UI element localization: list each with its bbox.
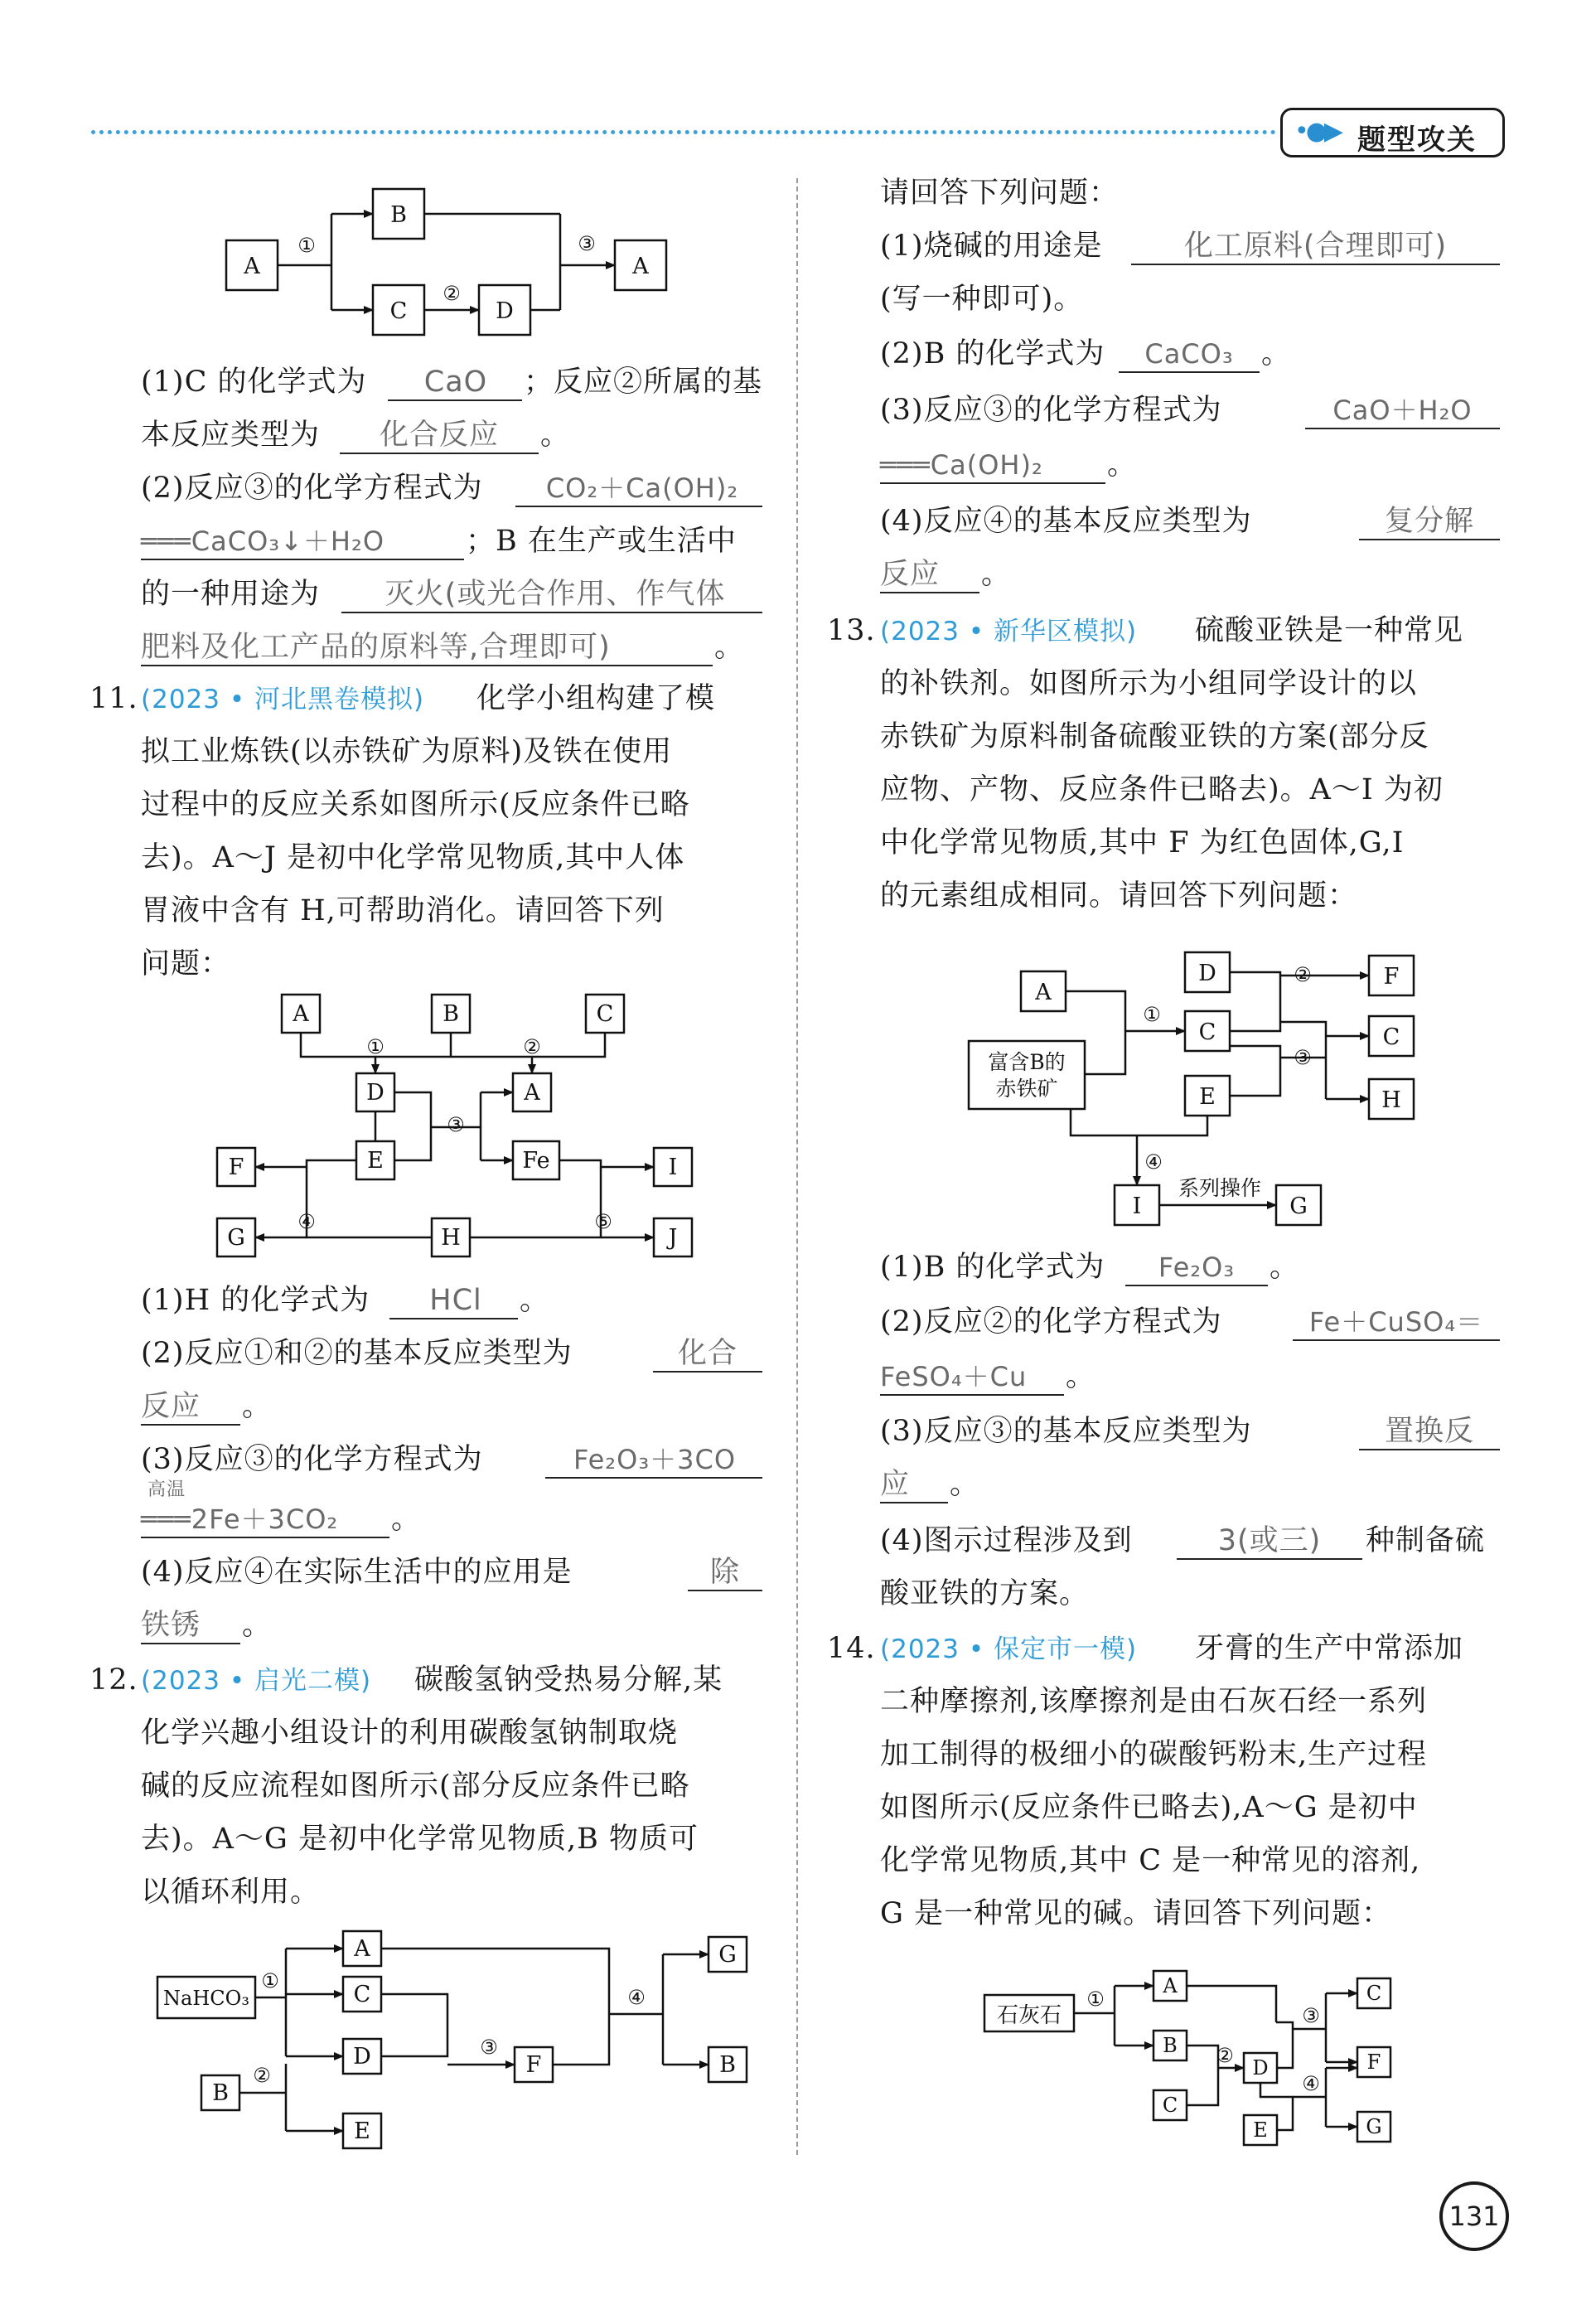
answer: CaO＋H₂O bbox=[1332, 395, 1473, 426]
reaction-label: ③ bbox=[480, 2036, 498, 2059]
answer-blank bbox=[1125, 1285, 1268, 1286]
q13-line: 。 bbox=[1066, 1360, 1096, 1393]
node-label: E bbox=[354, 2118, 370, 2144]
node-label: F bbox=[228, 1155, 244, 1180]
node-label: C bbox=[1382, 1024, 1400, 1050]
node-label: 石灰石 bbox=[996, 2003, 1062, 2028]
reaction-label: ③ bbox=[578, 232, 596, 255]
answer-blank bbox=[341, 612, 762, 613]
reaction-label: ① bbox=[1086, 1988, 1105, 2011]
node-label: A bbox=[1163, 1974, 1178, 1997]
q13-line: (3)反应③的基本反应类型为 bbox=[880, 1415, 1252, 1448]
condition: 高温 bbox=[148, 1479, 186, 1500]
node-label: C bbox=[353, 1982, 371, 2007]
edge bbox=[1187, 1986, 1276, 2022]
node-label: E bbox=[1199, 1084, 1216, 1110]
q14-line: 牙膏的生产中常添加 bbox=[1195, 1632, 1464, 1665]
diagram-q11 bbox=[217, 995, 692, 1256]
answer-blank bbox=[880, 592, 979, 593]
q11-line: (4)反应④在实际生活中的应用是 bbox=[141, 1556, 573, 1589]
q10-line: (2)反应③的化学方程式为 bbox=[141, 472, 483, 505]
reaction-label: ③ bbox=[1302, 2004, 1320, 2027]
answer: ═══Ca(OH)₂ bbox=[880, 449, 1043, 481]
reaction-label: ① bbox=[1143, 1003, 1161, 1026]
q11-line: 。 bbox=[520, 1284, 550, 1317]
reaction-label: ⑤ bbox=[594, 1210, 612, 1233]
answer: Fe₂O₃ bbox=[1158, 1252, 1236, 1283]
reaction-label: ② bbox=[523, 1035, 541, 1058]
answer-blank bbox=[1177, 1558, 1362, 1560]
q14-line: 如图所示(反应条件已略去),A～G 是初中 bbox=[880, 1791, 1418, 1824]
answer: 置换反 bbox=[1384, 1415, 1474, 1448]
q12-line: 。 bbox=[981, 558, 1012, 591]
q11-line: 问题： bbox=[141, 947, 231, 980]
answer: 3(或三) bbox=[1217, 1524, 1322, 1557]
q12-line: 请回答下列问题： bbox=[880, 177, 1120, 210]
node-label: 富含B的 bbox=[988, 1050, 1066, 1074]
node-label: Fe bbox=[522, 1148, 550, 1174]
diagram-q10 bbox=[226, 189, 666, 335]
node-label: C bbox=[1198, 1019, 1216, 1045]
node-label: A bbox=[632, 254, 649, 279]
q13-line: 硫酸亚铁是一种常见 bbox=[1195, 614, 1464, 647]
q10-line bbox=[141, 365, 366, 399]
q10-line: 的一种用途为 bbox=[141, 578, 321, 611]
q10-line: 。 bbox=[714, 631, 745, 664]
q12-line: 去)。A～G 是初中化学常见物质,B 物质可 bbox=[141, 1823, 699, 1856]
q12-line: 化学兴趣小组设计的利用碳酸氢钠制取烧 bbox=[141, 1716, 679, 1750]
q11-line: 。 bbox=[242, 1390, 273, 1423]
answer: 化合反应 bbox=[379, 419, 499, 452]
answer-blank bbox=[515, 506, 762, 507]
reaction-label: ④ bbox=[297, 1210, 316, 1233]
reaction-label: ③ bbox=[447, 1113, 465, 1136]
reaction-label: ③ bbox=[1294, 1046, 1312, 1069]
answer: CaO bbox=[423, 366, 488, 399]
answer: 铁锈 bbox=[141, 1609, 201, 1642]
answer-blank bbox=[1119, 371, 1260, 373]
reaction-label: ④ bbox=[1144, 1150, 1163, 1174]
node-label: G bbox=[1289, 1193, 1308, 1219]
answer: 应 bbox=[880, 1468, 911, 1501]
reaction-label: ② bbox=[253, 2064, 271, 2087]
section-title: 题型攻关 bbox=[1357, 123, 1477, 157]
answer-blank bbox=[880, 1502, 948, 1503]
q14-line: 加工制得的极细小的碳酸钙粉末,生产过程 bbox=[880, 1738, 1428, 1771]
q12-source: (2023 • 启光二模) bbox=[141, 1666, 372, 1696]
answer-blank bbox=[141, 1643, 240, 1644]
answer-blank bbox=[880, 482, 1105, 484]
answer: ═══2Fe＋3CO₂ bbox=[141, 1503, 339, 1535]
node-label: I bbox=[1132, 1193, 1142, 1219]
answer: ═══CaCO₃↓＋H₂O bbox=[141, 525, 385, 557]
reaction-label: ② bbox=[443, 282, 461, 305]
node-label: H bbox=[441, 1225, 461, 1251]
q10-line: 。 bbox=[540, 419, 571, 452]
node-label: G bbox=[718, 1942, 737, 1968]
node-label: E bbox=[1253, 2118, 1268, 2142]
q11-line: 胃液中含有 H,可帮助消化。请回答下列 bbox=[141, 894, 665, 927]
q14-number: 14. bbox=[827, 1632, 876, 1665]
answer-blank bbox=[388, 399, 522, 401]
q13-line: 。 bbox=[1270, 1251, 1300, 1284]
diagram-q13 bbox=[969, 952, 1414, 1225]
node-label: F bbox=[525, 2052, 542, 2078]
edge bbox=[394, 1092, 431, 1160]
q13-number: 13. bbox=[827, 614, 876, 647]
edge bbox=[1276, 2022, 1293, 2068]
node-label: NaHCO₃ bbox=[163, 1987, 249, 2010]
q10-line: ；B 在生产或生活中 bbox=[466, 525, 737, 558]
q12-line: 。 bbox=[1261, 337, 1292, 370]
q13-line: 酸亚铁的方案。 bbox=[880, 1577, 1090, 1610]
node-label: D bbox=[496, 298, 514, 324]
text: (1)C 的化学式为 bbox=[141, 366, 367, 399]
q12-number: 12. bbox=[89, 1663, 138, 1697]
q11-number: 11. bbox=[89, 682, 138, 715]
q12-line: (写一种即可)。 bbox=[880, 283, 1084, 316]
answer-blank bbox=[1305, 428, 1500, 429]
node-label: B bbox=[1163, 2034, 1178, 2057]
answer-blank bbox=[141, 559, 464, 560]
edge bbox=[1230, 972, 1280, 1031]
diagram-q14 bbox=[984, 1971, 1390, 2145]
answer: HCl bbox=[429, 1284, 482, 1317]
node-label: J bbox=[668, 1225, 678, 1251]
q13-line: 种制备硫 bbox=[1366, 1524, 1486, 1557]
node-label: A bbox=[293, 1001, 309, 1027]
reaction-label: ② bbox=[1294, 963, 1312, 986]
q11-line: 去)。A～J 是初中化学常见物质,其中人体 bbox=[141, 841, 685, 874]
q12-line: 。 bbox=[1107, 448, 1138, 482]
node-label: A bbox=[244, 254, 260, 279]
edge bbox=[381, 1994, 447, 2056]
reaction-label: ① bbox=[297, 234, 316, 257]
node-label: B bbox=[443, 1001, 459, 1027]
q12-line: (1)烧碱的用途是 bbox=[880, 230, 1103, 263]
answer: Fe₂O₃＋3CO bbox=[573, 1444, 737, 1475]
answer: 化工原料(合理即可) bbox=[1183, 230, 1448, 263]
reaction-label: ① bbox=[261, 1969, 279, 1992]
answer-blank bbox=[340, 453, 539, 454]
q13-line: 中化学常见物质,其中 F 为红色固体,G,I bbox=[880, 826, 1405, 859]
node-label: E bbox=[367, 1148, 384, 1174]
node-label: D bbox=[1252, 2056, 1269, 2079]
answer-blank bbox=[880, 1394, 1064, 1396]
node-label: F bbox=[1366, 2050, 1381, 2074]
answer-blank bbox=[1359, 539, 1500, 540]
node-label: D bbox=[353, 2044, 371, 2070]
answer-blank bbox=[1293, 1339, 1500, 1341]
node-label: A bbox=[354, 1936, 370, 1962]
reaction-label: ④ bbox=[627, 1986, 646, 2009]
q14-line: 二种摩擦剂,该摩擦剂是由石灰石经一系列 bbox=[880, 1685, 1428, 1718]
answer-blank bbox=[389, 1318, 518, 1319]
answer-blank bbox=[141, 665, 713, 666]
answer-blank bbox=[1359, 1449, 1500, 1450]
q10-line: ；反应②所属的基 bbox=[524, 366, 763, 399]
edge bbox=[1187, 2046, 1218, 2105]
q11-line: (1)H 的化学式为 bbox=[141, 1284, 370, 1317]
q11-line: 拟工业炼铁(以赤铁矿为原料)及铁在使用 bbox=[141, 735, 673, 768]
answer: CaCO₃ bbox=[1144, 338, 1234, 370]
q14-source: (2023 • 保定市一模) bbox=[880, 1634, 1138, 1664]
node-label: A bbox=[524, 1080, 540, 1106]
q12-line: 碳酸氢钠受热易分解,某 bbox=[414, 1663, 723, 1697]
node-label: C bbox=[389, 298, 408, 324]
reaction-label: ④ bbox=[1302, 2072, 1320, 2095]
answer: 除 bbox=[709, 1556, 740, 1589]
reaction-label: ① bbox=[366, 1035, 384, 1058]
answer: 反应 bbox=[880, 558, 941, 591]
q13-line: (4)图示过程涉及到 bbox=[880, 1524, 1133, 1557]
page-number: 131 bbox=[1439, 2181, 1509, 2251]
node-label: D bbox=[366, 1080, 384, 1106]
answer-blank bbox=[688, 1590, 762, 1591]
node-label: D bbox=[1198, 961, 1216, 986]
operation-label: 系列操作 bbox=[1178, 1176, 1262, 1200]
q12-line: (3)反应③的化学方程式为 bbox=[880, 394, 1222, 427]
answer-blank bbox=[141, 1424, 240, 1426]
q12-line: (2)B 的化学式为 bbox=[880, 337, 1105, 370]
q12-line: (4)反应④的基本反应类型为 bbox=[880, 505, 1252, 538]
node-label: B bbox=[719, 2052, 736, 2078]
node-label: 赤铁矿 bbox=[995, 1077, 1058, 1101]
q13-line: 应物、产物、反应条件已略去)。A～I 为初 bbox=[880, 773, 1444, 806]
q11-source: (2023 • 河北黑卷模拟) bbox=[141, 685, 425, 714]
q13-line: (2)反应②的化学方程式为 bbox=[880, 1305, 1222, 1339]
q13-source: (2023 • 新华区模拟) bbox=[880, 617, 1138, 646]
answer: Fe＋CuSO₄＝ bbox=[1308, 1306, 1484, 1338]
answer-blank bbox=[141, 1537, 389, 1538]
q11-line: (2)反应①和②的基本反应类型为 bbox=[141, 1337, 573, 1370]
answer: 复分解 bbox=[1384, 505, 1474, 538]
answer: 肥料及化工产品的原料等,合理即可) bbox=[141, 631, 611, 664]
q13-line: (1)B 的化学式为 bbox=[880, 1251, 1105, 1284]
node-label: F bbox=[1383, 964, 1400, 990]
node-label: B bbox=[212, 2080, 229, 2106]
q11-line: 过程中的反应关系如图所示(反应条件已略 bbox=[141, 788, 690, 821]
q13-line: 。 bbox=[950, 1468, 980, 1501]
q13-line: 的补铁剂。如图所示为小组同学设计的以 bbox=[880, 667, 1418, 700]
node-label: I bbox=[668, 1155, 678, 1180]
q13-line: 赤铁矿为原料制备硫酸亚铁的方案(部分反 bbox=[880, 720, 1429, 753]
node-label: B bbox=[390, 202, 407, 228]
edge bbox=[1280, 1022, 1326, 1036]
node-label: H bbox=[1381, 1087, 1401, 1113]
q14-line: G 是一种常见的碱。请回答下列问题： bbox=[880, 1897, 1392, 1930]
node-label: G bbox=[227, 1225, 245, 1251]
node-label: C bbox=[1366, 1982, 1382, 2005]
node-label: A bbox=[1035, 980, 1052, 1005]
diagram-q12 bbox=[157, 1931, 747, 2148]
q12-line: 以循环利用。 bbox=[141, 1876, 321, 1909]
node-label: C bbox=[596, 1001, 614, 1027]
q11-line: 化学小组构建了模 bbox=[476, 682, 716, 715]
node-label: G bbox=[1366, 2115, 1382, 2138]
q13-line: 的元素组成相同。请回答下列问题： bbox=[880, 879, 1358, 913]
q11-line: (3)反应③的化学方程式为 bbox=[141, 1443, 483, 1476]
q10-line: 本反应类型为 bbox=[141, 419, 321, 452]
answer-blank bbox=[653, 1371, 762, 1373]
answer-blank bbox=[545, 1477, 762, 1479]
answer: CO₂＋Ca(OH)₂ bbox=[545, 472, 739, 504]
arrow-icon: •●▶ bbox=[1294, 117, 1340, 146]
edge bbox=[1230, 1046, 1280, 1096]
node-label: C bbox=[1162, 2094, 1178, 2117]
answer: 化合 bbox=[677, 1337, 738, 1370]
q11-line: 。 bbox=[391, 1503, 422, 1536]
reaction-label: ② bbox=[1216, 2044, 1234, 2067]
q14-line: 化学常见物质,其中 C 是一种常见的溶剂, bbox=[880, 1844, 1421, 1877]
q12-line: 碱的反应流程如图所示(部分反应条件已略 bbox=[141, 1770, 690, 1803]
answer: 反应 bbox=[141, 1390, 201, 1423]
answer: 灭火(或光合作用、作气体 bbox=[384, 578, 726, 611]
answer: FeSO₄＋Cu bbox=[880, 1361, 1028, 1392]
answer-blank bbox=[1131, 264, 1500, 265]
q11-line: 。 bbox=[242, 1609, 273, 1642]
